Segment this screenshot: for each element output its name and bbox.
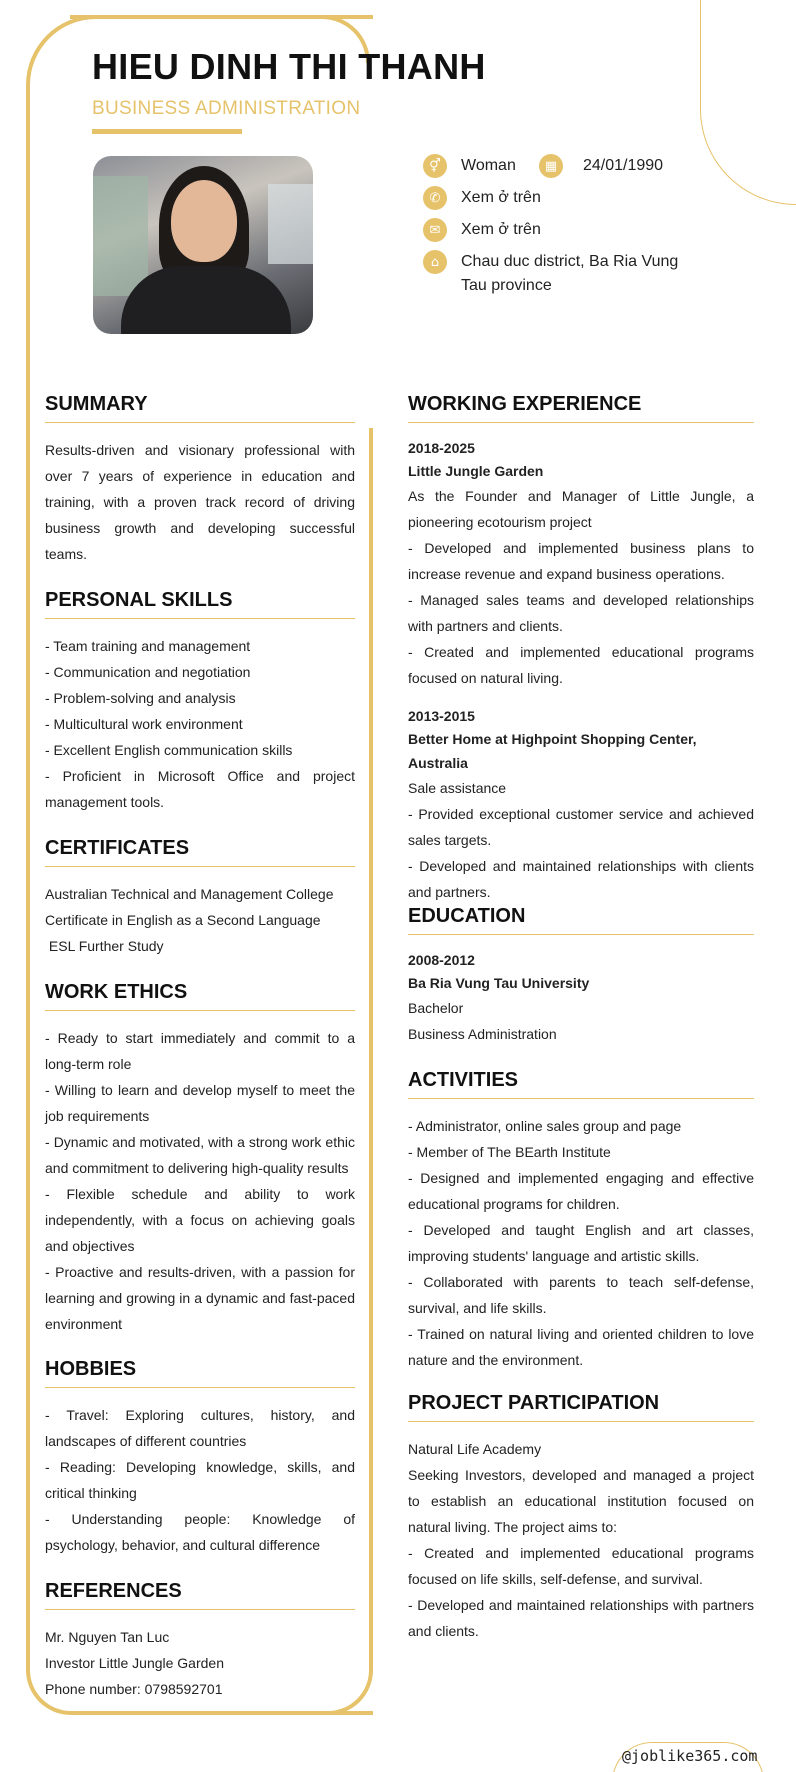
section-title: HOBBIES: [45, 1357, 355, 1388]
list-item: Mr. Nguyen Tan Luc: [45, 1629, 170, 1645]
list-item: Australian Technical and Management College: [45, 886, 334, 902]
list-item: - Proactive and results-driven, with a passion for learning and growing in a dynamic and fast-paced environment: [45, 1264, 355, 1332]
phone: Xem ở trên: [461, 189, 541, 206]
section-title: EDUCATION: [408, 904, 754, 935]
list-item: - Dynamic and motivated, with a strong work ethic and commitment to delivering high-quality results: [45, 1134, 355, 1176]
ethics-section: [45, 980, 355, 1337]
section-title: PROJECT PARTICIPATION: [408, 1391, 754, 1422]
job-line: - Managed sales teams and developed relationships with partners and clients.: [408, 592, 754, 634]
job-period: 2013-2015: [408, 708, 475, 724]
contact-info: [423, 154, 723, 298]
education-degree: Bachelor: [408, 1000, 464, 1016]
list-item: - Collaborated with parents to teach self-defense, survival, and life skills.: [408, 1274, 754, 1316]
job-line: Sale assistance: [408, 780, 507, 796]
experience-section: [408, 392, 754, 905]
address: [461, 250, 678, 298]
hobbies-section: [45, 1357, 355, 1558]
job-line: - Developed and implemented business plans to increase revenue and expand business operations.: [408, 540, 754, 582]
list-item: ESL Further Study: [45, 938, 164, 954]
section-title: SUMMARY: [45, 392, 355, 423]
job-line: - Created and implemented educational programs focused on natural living.: [408, 644, 754, 686]
list-item: - Developed and taught English and art classes, improving students' language and artistic skills.: [408, 1222, 754, 1264]
list-item: Certificate in English as a Second Language: [45, 912, 321, 928]
list-item: - Designed and implemented engaging and effective educational programs for children.: [408, 1170, 754, 1212]
education-section: [408, 904, 754, 1047]
list-item: Natural Life Academy: [408, 1441, 542, 1457]
list-item: - Created and implemented educational programs focused on life skills, self-defense, and survival.: [408, 1545, 754, 1587]
profile-photo: [93, 156, 313, 334]
job-line: As the Founder and Manager of Little Jungle, a pioneering ecotourism project: [408, 488, 754, 530]
list-item: Investor Little Jungle Garden: [45, 1655, 224, 1671]
list-item: - Member of The BEarth Institute: [408, 1144, 611, 1160]
calendar-icon: ▦: [539, 154, 563, 178]
list-item: - Flexible schedule and ability to work independently, with a focus on achieving goals and objectives: [45, 1186, 355, 1254]
education-major: Business Administration: [408, 1026, 557, 1042]
section-title: WORK ETHICS: [45, 980, 355, 1011]
job-company: Little Jungle Garden: [408, 463, 544, 479]
activities-section: [408, 1068, 754, 1373]
gender: Woman: [461, 157, 516, 174]
address-line-1: Chau duc district, Ba Ria Vung: [461, 253, 679, 270]
list-item: - Ready to start immediately and commit to a long-term role: [45, 1030, 355, 1072]
summary-section: [45, 392, 355, 567]
skills-section: [45, 588, 355, 815]
projects-section: [408, 1391, 754, 1644]
email-icon: ✉: [423, 218, 447, 242]
list-item: - Communication and negotiation: [45, 664, 251, 680]
section-title: PERSONAL SKILLS: [45, 588, 355, 619]
section-title: REFERENCES: [45, 1579, 355, 1610]
section-title: ACTIVITIES: [408, 1068, 754, 1099]
gender-icon: ⚥: [423, 154, 447, 178]
job-line: - Provided exceptional customer service and achieved sales targets.: [408, 806, 754, 848]
section-title: CERTIFICATES: [45, 836, 355, 867]
job-line: - Developed and maintained relationships with clients and partners.: [408, 858, 754, 900]
job-period: 2018-2025: [408, 440, 475, 456]
education-period: 2008-2012: [408, 952, 475, 968]
list-item: Phone number: 0798592701: [45, 1681, 223, 1697]
birthday: 24/01/1990: [583, 157, 664, 174]
list-item: - Willing to learn and develop myself to meet the job requirements: [45, 1082, 355, 1124]
home-icon: ⌂: [423, 250, 447, 274]
list-item: - Reading: Developing knowledge, skills, and critical thinking: [45, 1459, 355, 1501]
job-company: Better Home at Highpoint Shopping Center, Australia: [408, 731, 697, 771]
references-section: [45, 1579, 355, 1702]
summary-text: Results-driven and visionary professional with over 7 years of experience in education and training, with a proven track record of driving business growth and developing successful teams.: [45, 442, 355, 562]
candidate-name: HIEU DINH THI THANH: [92, 46, 486, 87]
list-item: - Travel: Exploring cultures, history, and landscapes of different countries: [45, 1407, 355, 1449]
certificates-section: [45, 836, 355, 959]
address-line-2: Tau province: [461, 277, 552, 294]
list-item: - Understanding people: Knowledge of psychology, behavior, and cultural difference: [45, 1511, 355, 1553]
list-item: - Multicultural work environment: [45, 716, 243, 732]
list-item: - Team training and management: [45, 638, 251, 654]
list-item: - Developed and maintained relationships with partners and clients.: [408, 1597, 754, 1639]
phone-icon: ✆: [423, 186, 447, 210]
job-position: BUSINESS ADMINISTRATION: [92, 98, 361, 119]
list-item: - Trained on natural living and oriented children to love nature and the environment.: [408, 1326, 754, 1368]
section-title: WORKING EXPERIENCE: [408, 392, 754, 423]
column-divider: [369, 428, 373, 1668]
list-item: - Excellent English communication skills: [45, 742, 293, 758]
email: Xem ở trên: [461, 221, 541, 238]
list-item: Seeking Investors, developed and managed a project to establish an educational institution focused on natural living. The project aims to:: [408, 1467, 754, 1535]
list-item: - Administrator, online sales group and page: [408, 1118, 682, 1134]
education-school: Ba Ria Vung Tau University: [408, 975, 590, 991]
list-item: - Problem-solving and analysis: [45, 690, 236, 706]
watermark-text: @joblike365.com: [622, 1747, 758, 1765]
position-underline: [92, 129, 242, 134]
list-item: - Proficient in Microsoft Office and project management tools.: [45, 768, 355, 810]
